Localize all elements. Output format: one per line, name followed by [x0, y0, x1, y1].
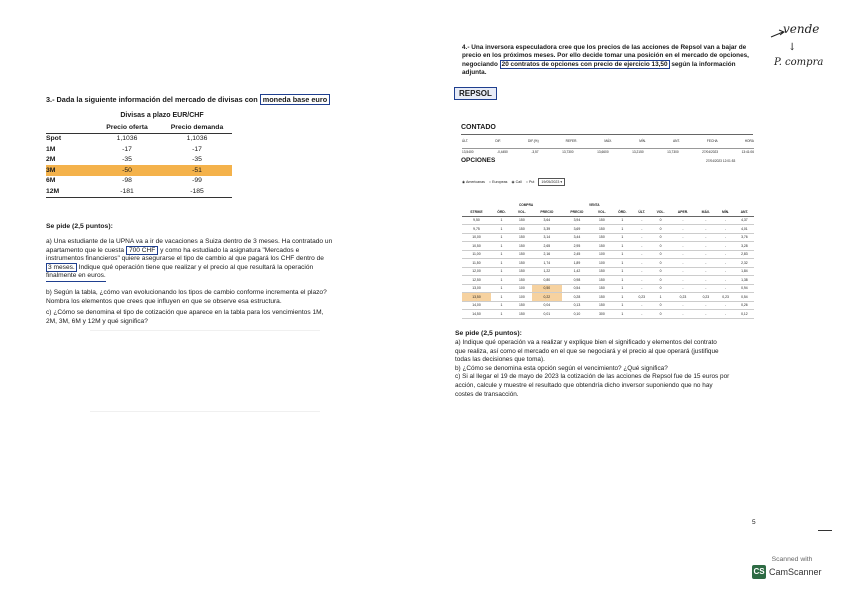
table-row: 6M -98 -99 [46, 177, 202, 185]
radio-americanas[interactable]: ◉ Americanas [462, 180, 485, 184]
radio-put[interactable]: ○ Put [525, 180, 535, 184]
fx-table-title: Divisas a plazo EUR/CHF [120, 112, 204, 119]
bleed-through-grid [90, 330, 320, 412]
corner-mark [818, 530, 832, 531]
opciones-heading: OPCIONES [461, 157, 496, 164]
watermark-line2: CamScanner [769, 567, 822, 577]
q3-part-b: b) Según la tabla, ¿cómo van evolucionando los tipos de cambio conforme incrementa el plazo? Nombra los elementos que crees que influyen en que se observe esa estructura. [46, 289, 327, 305]
camscanner-logo-icon: CS [752, 565, 766, 579]
opciones-date: 27/04/2023 12:01:53 [706, 159, 736, 163]
table-row: 2M -35 -35 [46, 156, 202, 164]
camscanner-watermark [752, 556, 832, 590]
q4-se-pide: Se pide (2,5 puntos): [455, 330, 522, 337]
table-row: 12M -181 -185 [46, 186, 232, 197]
table-row: 12,00 1 150 1,22 1,42 150 1 - 0 - - - 1,84 [462, 267, 754, 276]
repsol-label: REPSOL [454, 87, 497, 100]
options-table: STRIKE ÓRD. VOL. PRECIO PRECIO VOL. ÓRD. ÚLT. VOL. APER. MÁX. MÍN. ANT. 9,50 1 150 3,64 3,94 150 1 - 0 - - - 4,37 9,75 1 150 3,39 3,69 150 1 - 0 - - - 4,01 10,00 1 150 3,14 3,44 150 1 - 0 - - - 3,76 10,50 1 150 2,65 2,95 150 1 - 0 - - - 3,28 11,00 1 150 2,16 2,45 100 1 - 0 - - - 2,83 11,50 1 150 1,74 1,89 100 1 - 0 - - - 2,32 12,00 1 150 1,22 1,42 150 1 - 0 - - - 1,84 12,50 1 150 0,80 0,98 150 1 - 0 - - - 1,38 13,00 1 100 0,50 0,54 150 1 - 0 - - - 0,94 13,50 1 100 0,22 0,28 150 1 0,23 1 0,23 0,23 0,23 0,54 14,00 1 150 0,04 0,13 150 1 - 0 - - - 0,26 14,50 1 150 0,01 0,10 300 1 - 0 - - - 0,12 [462, 208, 754, 319]
q4-questions: a) Indique qué operación va a realizar y explique bien el significado y elementos del contrato que realiza, así como el mercado en el que se negociará y el precio al que operará (justifique todas las decisiones que toma). b) ¿Cómo se denomina esta opción según el vencimiento? ¿Qué significa? c) Si al llegar el 19 de mayo de 2023 la cotización de las acciones de Repsol fue de 15 euros por acción, calcule y muestre el resultado que obtendría dicho inversor suponiendo que no hay costes de transacción. [455, 339, 730, 398]
watermark-line1: Scanned with [771, 556, 813, 563]
table-row: 10,00 1 150 3,14 3,44 150 1 - 0 - - - 3,76 [462, 233, 754, 242]
handwritten-p-compra: P. compra [774, 57, 824, 68]
table-row-highlighted: 3M -50 -51 [46, 165, 232, 176]
op-group-venta: VENTA [589, 203, 600, 207]
radio-call[interactable]: ◉ Call [511, 180, 522, 184]
q3-title-text: 3.- Dada la siguiente información del mercado de divisas con [46, 95, 258, 104]
table-row: 14,50 1 150 0,01 0,10 300 1 - 0 - - - 0,12 [462, 310, 754, 319]
table-row: 1M -17 -17 [46, 145, 202, 153]
expiry-select[interactable]: 19/05/2023 ▾ [538, 178, 565, 186]
q3-part-c: c) ¿Cómo se denomina el tipo de cotización que aparece en la tabla para los vencimientos 1M, 2M, 3M, 6M y 12M y qué significa? [46, 309, 324, 325]
table-row: 14,00 1 150 0,04 0,13 150 1 - 0 - - - 0,26 [462, 301, 754, 310]
contado-headers: ÚLT. DIF. DIF.(%) REFER. MÁX. MÍN. ANT. FECHA HORA [462, 139, 754, 143]
table-row: 9,50 1 150 3,64 3,94 150 1 - 0 - - - 4,37 [462, 216, 754, 225]
table-row: 11,00 1 150 2,16 2,45 100 1 - 0 - - - 2,83 [462, 250, 754, 259]
table-row: 11,50 1 150 1,74 1,89 100 1 - 0 - - - 2,32 [462, 259, 754, 268]
radio-europeas[interactable]: ○ Europeas [488, 180, 508, 184]
table-row: 10,50 1 150 2,65 2,95 150 1 - 0 - - - 3,28 [462, 242, 754, 251]
option-filters [462, 178, 565, 186]
handwritten-vende: vende [783, 22, 820, 36]
fx-col-offer: Precio oferta [106, 123, 148, 131]
contado-divider [461, 134, 753, 135]
handwritten-down-arrow: ↓ [788, 42, 797, 53]
table-row-highlighted: 13,50 1 100 0,22 0,28 150 1 0,23 1 0,23 0,23 0,23 0,54 [462, 293, 754, 302]
contado-values: 13,5400 -0,4450 -3,57 13,7300 13,6600 13,2150 13,7300 27/04/2023 13:41:06 [462, 150, 754, 154]
contado-heading: CONTADO [461, 124, 496, 131]
table-row: 12,50 1 150 0,80 0,98 150 1 - 0 - - - 1,38 [462, 276, 754, 285]
table-row: 13,00 1 100 0,50 0,54 150 1 - 0 - - - 0,94 [462, 284, 754, 293]
page-number: 5 [752, 519, 756, 526]
q3-part-a: a) Una estudiante de la UPNA va a ir de vacaciones a Suiza dentro de 3 meses. Ha contratado un apartamento que le cuesta 700 CHF y como ha estudiado la asignatura "Mercados e instrumentos financieros" quiere asegurarse el tipo de cambio al que pagará los CHF dentro de 3 meses. Indique qué operación tiene que realizar y el precio al que resultará la operación finalmente en euros. [46, 238, 376, 282]
op-group-compra: COMPRA [519, 203, 534, 207]
q3-title [46, 95, 330, 104]
q4-statement: 4.- Una inversora especuladora cree que los precios de las acciones de Repsol van a bajar de precio en los próximos meses. Por ello decide tomar una posición en el mercado de opciones, negociando 20 contratos de opciones con precio de ejercicio 13,50 según la información adjunta. [462, 44, 749, 77]
q3-se-pide: Se pide (2,5 puntos): [46, 223, 113, 230]
table-row: 9,75 1 150 3,39 3,69 150 1 - 0 - - - 4,01 [462, 225, 754, 234]
q3-title-boxed: moneda base euro [260, 94, 330, 105]
fx-forward-table [46, 122, 232, 198]
fx-col-demand: Precio demanda [170, 123, 224, 131]
table-row: Spot 1,1036 1,1036 [46, 135, 208, 143]
